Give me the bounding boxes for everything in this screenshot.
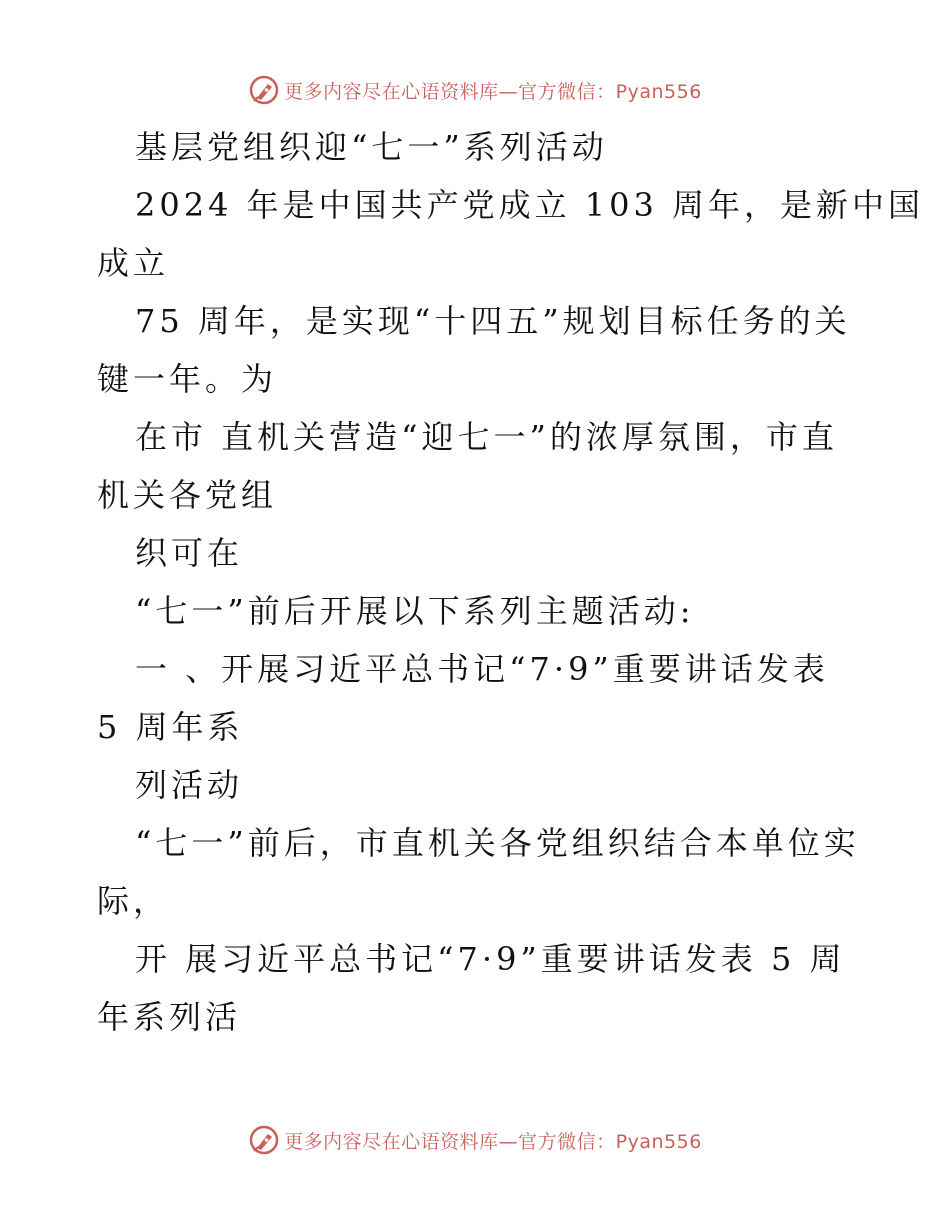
- pen-nib-logo-icon: [248, 74, 280, 106]
- text-line: 5 周年系: [97, 708, 244, 746]
- header-watermark: [0, 70, 950, 110]
- pen-nib-logo-icon: [248, 1124, 280, 1156]
- section-heading: 一 、开展习近平总书记“7·9”重要讲话发表: [135, 650, 829, 688]
- text-line: 键一年。为: [97, 360, 278, 398]
- document-title: 基层党组织迎“七一”系列活动: [135, 128, 608, 166]
- text-line: 年系列活: [97, 998, 242, 1036]
- text-line: 75 周年，是实现“十四五”规划目标任务的关: [135, 302, 851, 340]
- footer-watermark: [0, 1120, 950, 1160]
- text-line: 成立: [97, 244, 170, 282]
- text-line: 织可在: [135, 534, 244, 572]
- text-line: 列活动: [135, 766, 244, 804]
- text-line: 开 展习近平总书记“7·9”重要讲话发表 5 周: [135, 940, 846, 978]
- watermark-text: 更多内容尽在心语资料库—官方微信：Pyan556: [284, 80, 702, 103]
- text-line: 2024 年是中国共产党成立 103 周年，是新中国: [135, 186, 925, 224]
- text-line: “七一”前后开展以下系列主题活动:: [135, 592, 695, 630]
- text-line: “七一”前后，市直机关各党组织结合本单位实: [135, 824, 860, 862]
- document-body: [97, 118, 925, 1046]
- text-line: 际，: [97, 882, 170, 920]
- text-line: 在市 直机关营造“迎七一”的浓厚氛围，市直: [135, 418, 838, 456]
- text-line: 机关各党组: [97, 476, 278, 514]
- watermark-text: 更多内容尽在心语资料库—官方微信：Pyan556: [284, 1130, 702, 1153]
